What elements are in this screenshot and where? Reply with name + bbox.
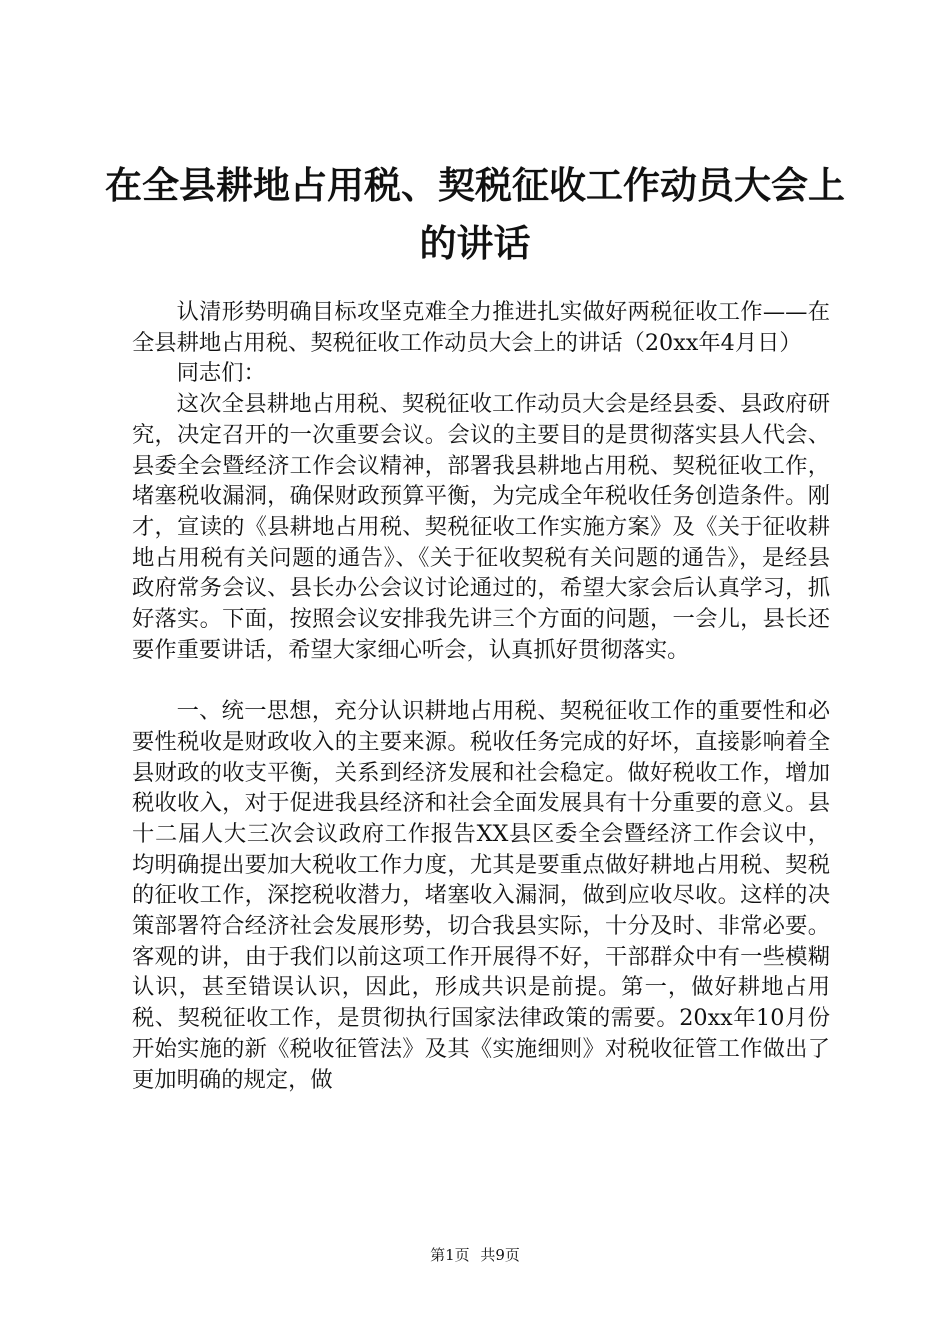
document-title-line-2: 的讲话	[419, 221, 531, 265]
salutation-paragraph: 同志们：	[176, 360, 266, 387]
page-footer	[0, 1245, 950, 1265]
intro-paragraph: 这次全县耕地占用税、契税征收工作动员大会是经县委、县政府研究，决定召开的一次重要会议。会议的主要目的是贯彻落实县人代会、县委全会暨经济工作会议精神，部署我县耕地占用税、契税征收工作，堵塞税收漏洞，确保财政预算平衡，为完成全年税收任务创造条件。刚才，宣读的《县耕地占用税、契税征收工作实施方案》及《关于征收耕地占用税有关问题的通告》、《关于征收契税有关问题的通告》，是经县政府常务会议、县长办公会议讨论通过的，希望大家会后认真学习，抓好落实。下面，按照会议安排我先讲三个方面的问题，一会儿，县长还要作重要讲话，希望大家细心听会，认真抓好贯彻落实。	[132, 391, 830, 663]
section-one-paragraph: 一、统一思想，充分认识耕地占用税、契税征收工作的重要性和必要性税收是财政收入的主要来源。税收任务完成的好坏，直接影响着全县财政的收支平衡，关系到经济发展和社会稳定。做好税收工作，增加税收收入，对于促进我县经济和社会全面发展具有十分重要的意义。县十二届人大三次会议政府工作报告XX县区委全会暨经济工作会议中，均明确提出要加大税收工作力度，尤其是要重点做好耕地占用税、契税的征收工作，深挖税收潜力，堵塞收入漏洞，做到应收尽收。这样的决策部署符合经济社会发展形势，切合我县实际，十分及时、非常必要。客观的讲，由于我们以前这项工作开展得不好，干部群众中有一些模糊认识，甚至错误认识，因此，形成共识是前提。第一，做好耕地占用税、契税征收工作，是贯彻执行国家法律政策的需要。20xx年10月份开始实施的新《税收征管法》及其《实施细则》对税收征管工作做出了更加明确的规定，做	[132, 698, 830, 1093]
page-number: 第1页	[430, 1246, 470, 1264]
document-body	[132, 297, 830, 1095]
subtitle-paragraph: 认清形势明确目标攻坚克难全力推进扎实做好两税征收工作——在全县耕地占用税、契税征收工作动员大会上的讲话（20xx年4月日）	[132, 299, 830, 356]
page-total: 共9页	[480, 1246, 520, 1264]
document-title-line-1: 在全县耕地占用税、契税征收工作动员大会上	[105, 163, 845, 207]
